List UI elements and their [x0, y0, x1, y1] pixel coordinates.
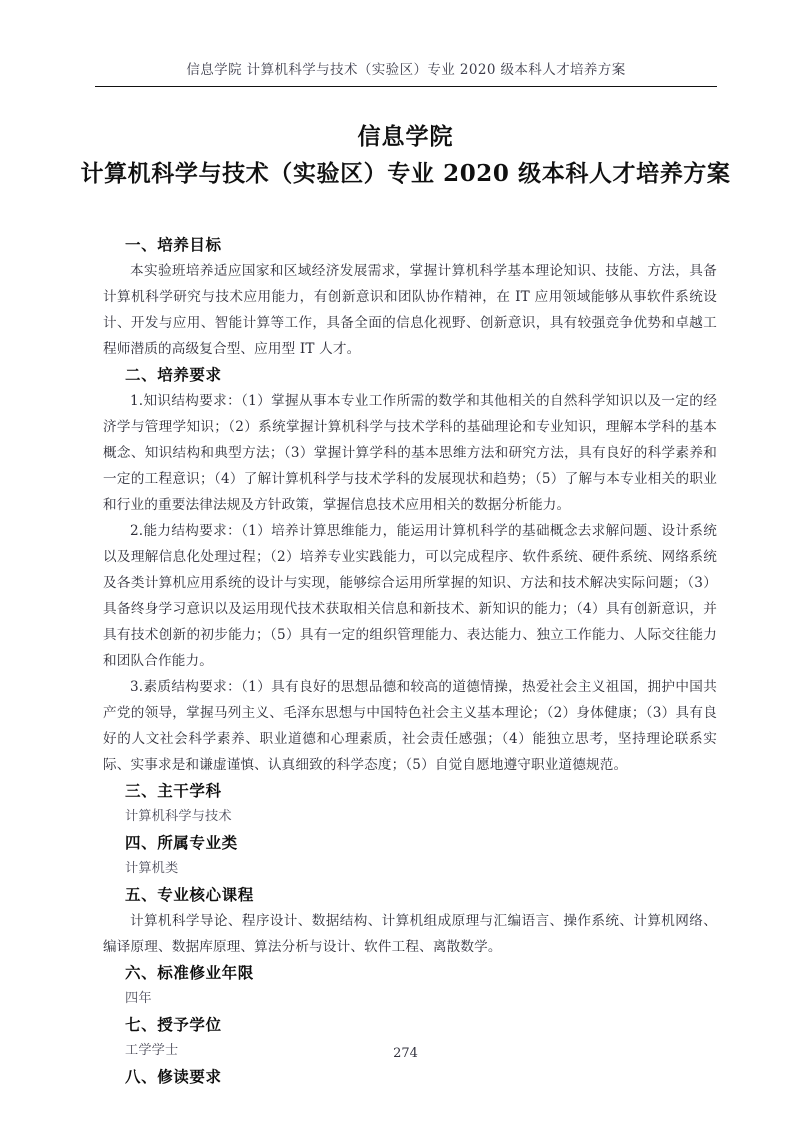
section-heading: 六、标准修业年限	[125, 963, 254, 982]
section-heading: 七、授予学位	[125, 1015, 222, 1034]
section-subitem: 计算机科学与技术	[125, 809, 232, 824]
running-header: 信息学院 计算机科学与技术（实验区）专业 2020 级本科人才培养方案	[186, 62, 626, 78]
document-title-line-1: 信息学院	[357, 123, 454, 150]
header-divider-rule	[95, 86, 717, 87]
section-heading: 五、专业核心课程	[125, 885, 254, 904]
section-paragraph: 1.知识结构要求：（1）掌握从事本专业工作所需的数学和其他相关的自然科学知识以及一定的经济学与管理学知识；（2）系统掌握计算机科学与技术学科的基础理论和专业知识，理解本学科的基本概念、知识结构和典型方法；（3）掌握计算学科的基本思维方法和研究方法，具有良好的科学素养和一定的工程意识；（4）了解计算机科学与技术学科的发展现状和趋势；（5）了解与本专业相关的职业和行业的重要法律法规及方针政策，掌握信息技术应用相关的数据分析能力。	[103, 393, 717, 513]
section-paragraph: 2.能力结构要求：（1）培养计算思维能力，能运用计算机科学的基础概念去求解问题、设计系统以及理解信息化处理过程；（2）培养专业实践能力，可以完成程序、软件系统、硬件系统、网络系统及各类计算机应用系统的设计与实现，能够综合运用所掌握的知识、方法和技术解决实际问题；（3）具备终身学习意识以及运用现代技术获取相关信息和新技术、新知识的能力；（4）具有创新意识，并具有技术创新的初步能力；（5）具有一定的组织管理能力、表达能力、独立工作能力、人际交往能力和团队合作能力。	[103, 523, 717, 669]
section-paragraph: 本实验班培养适应国家和区域经济发展需求，掌握计算机科学基本理论知识、技能、方法，具备计算机科学研究与技术应用能力，有创新意识和团队协作精神，在 IT 应用领域能够从事软件系统设计、开发与应用、智能计算等工作，具备全面的信息化视野、创新意识，具有较强竞争优势和卓越工程师潜质的高级复合型、应用型 IT 人才。	[103, 263, 717, 357]
section-heading: 三、主干学科	[125, 781, 222, 800]
section-paragraph: 计算机科学导论、程序设计、数据结构、计算机组成原理与汇编语言、操作系统、计算机网络、编译原理、数据库原理、算法分析与设计、软件工程、离散数学。	[103, 913, 717, 955]
section-heading: 一、培养目标	[125, 235, 222, 254]
section-paragraph: 3.素质结构要求：（1）具有良好的思想品德和较高的道德情操，热爱社会主义祖国，拥护中国共产党的领导，掌握马列主义、毛泽东思想与中国特色社会主义基本理论；（2）身体健康；（3）具有良好的人文社会科学素养、职业道德和心理素质，社会责任感强；（4）能独立思考，坚持理论联系实际、实事求是和谦虚谨慎、认真细致的科学态度；（5）自觉自愿地遵守职业道德规范。	[103, 679, 717, 773]
section-subitem: 四年	[125, 991, 152, 1006]
document-title-line-2: 计算机科学与技术（实验区）专业 2020 级本科人才培养方案	[80, 160, 731, 187]
section-heading: 二、培养要求	[125, 365, 222, 384]
page-number: 274	[393, 1046, 418, 1061]
section-subitem: 工学学士	[125, 1043, 179, 1058]
section-heading: 八、修读要求	[125, 1067, 222, 1086]
document-body	[103, 232, 717, 1090]
section-subitem: 计算机类	[125, 861, 179, 876]
section-heading: 四、所属专业类	[125, 833, 238, 852]
